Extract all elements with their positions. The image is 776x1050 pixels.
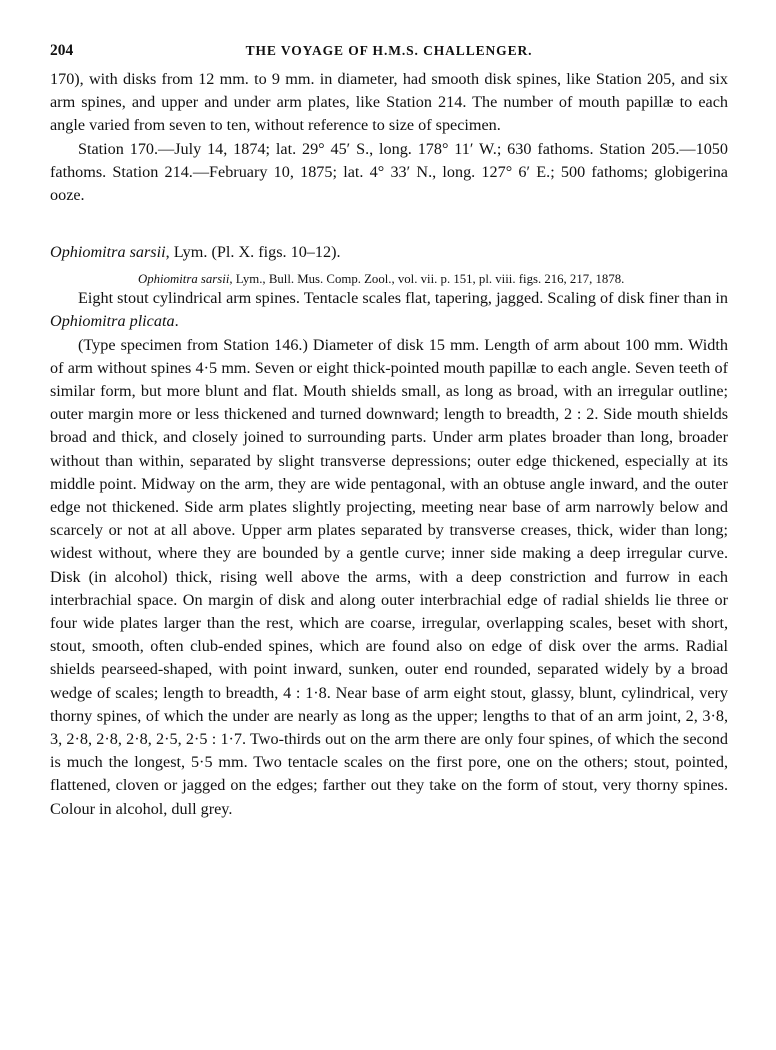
species-name: Ophiomitra sarsii — [50, 243, 166, 262]
page-header — [50, 42, 728, 68]
species-heading — [50, 241, 728, 264]
diagnosis-text: Eight stout cylindrical arm spines. Tentacle scales flat, tapering, jagged. Scaling of disk finer than in — [78, 289, 728, 308]
body-text — [50, 68, 728, 821]
stations-paragraph: Station 170.—July 14, 1874; lat. 29° 45′ S., long. 178° 11′ W.; 630 fathoms. Station 205.—1050 fathoms. Station 214.—February 10, 1875; lat. 4° 33′ N., long. 127° 6′ E.; 500 fathoms; globigerina ooze. — [50, 139, 728, 205]
diagnosis-end: . — [174, 312, 179, 331]
species-citation — [138, 271, 728, 287]
diagnosis-paragraph — [50, 287, 728, 333]
running-title: THE VOYAGE OF H.M.S. CHALLENGER. — [245, 43, 533, 58]
citation-name: Ophiomitra sarsii — [138, 272, 230, 287]
species-author-plate: , Lym. (Pl. X. figs. 10–12). — [165, 243, 341, 262]
page-number: 204 — [50, 42, 74, 59]
citation-text: , Lym., Bull. Mus. Comp. Zool., vol. vii. p. 151, pl. viii. figs. 216, 217, 1878. — [229, 272, 625, 287]
document-page — [50, 42, 728, 821]
description-paragraph: (Type specimen from Station 146.) Diameter of disk 15 mm. Length of arm about 100 mm. Width of arm without spines 4·5 mm. Seven or eight thick-pointed mouth papillæ to each angle. Seven teeth of similar form, but more blunt and flat. Mouth shields small, as long as broad, with an irregular outline; outer margin more or less thickened and turned downward; length to breadth, 2 : 2. Side mouth shields broad and thick, and closely joined to surrounding parts. Under arm plates broader than long, broader without than within, separated by slight transverse depressions; outer edge thickened, especially at its middle point. Midway on the arm, they are wide pentagonal, with an obtuse angle inward, and the outer edge not thickened. Side arm plates slightly projecting, meeting near base of arm narrowly below and scarcely or not at all above. Upper arm plates separated by transverse creases, thick, wider than long; widest without, where they are bounded by a gentle curve; inner side making a deep irregular curve. Disk (in alcohol) thick, rising well above the arms, with a deep constriction and furrow in each interbrachial space. On margin of disk and along outer interbrachial edge of radial shields lie three or four wide plates larger than the rest, which are coarse, irregular, overlapping scales, beset with short, stout, smooth, often club-ended spines, which are found also on edge of disk over the arms. Radial shields pearseed-shaped, with point inward, sunken, outer end rounded, separated widely by a broad wedge of scales; length to breadth, 4 : 1·8. Near base of arm eight stout, glassy, blunt, cylindrical, very thorny spines, of which the under are nearly as long as the upper; lengths to that of an arm joint, 2, 3·8, 3, 2·8, 2·8, 2·8, 2·5, 2·5 : 1·7. Two-thirds out on the arm there are only four spines, of which the second is much the longest, 5·5 mm. Two tentacle scales on the first pore, one on the others; stout, pointed, flattened, cloven or jagged on the edges; farther out they take on the form of stout, very thorny spines. Colour in alcohol, dull grey. — [50, 335, 728, 818]
intro-paragraph: 170), with disks from 12 mm. to 9 mm. in diameter, had smooth disk spines, like Station 205, and six arm spines, and upper and under arm plates, like Station 214. The number of mouth papillæ to each angle varied from seven to ten, without reference to size of specimen. — [50, 70, 728, 135]
diagnosis-italic-name: Ophiomitra plicata — [50, 312, 175, 331]
